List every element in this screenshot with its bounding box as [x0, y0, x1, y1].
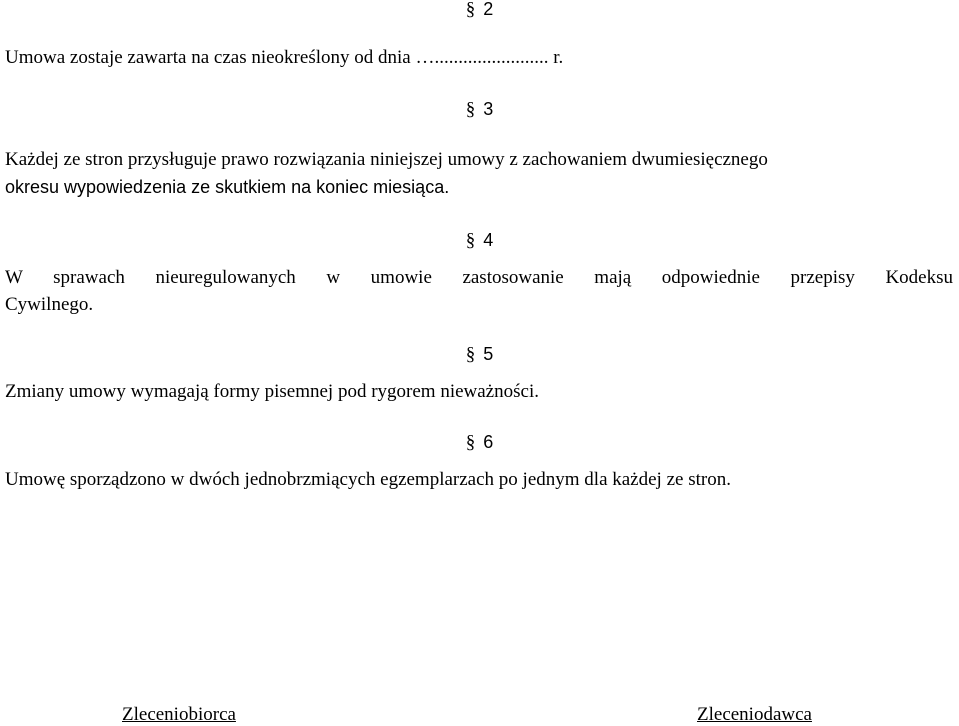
- section-3-text-line-2: okresu wypowiedzenia ze skutkiem na koniec miesiąca.: [5, 177, 450, 197]
- section-number: 6: [483, 432, 494, 452]
- section-number: 5: [483, 344, 494, 364]
- section-3-text-line-1: Każdej ze stron przysługuje prawo rozwiązania niniejszej umowy z zachowaniem dwumiesięcznego: [5, 149, 768, 170]
- signature-contractor: Zleceniobiorca: [122, 704, 236, 725]
- section-heading-4: [0, 229, 959, 252]
- section-heading-6: [0, 431, 959, 454]
- section-2-text: Umowa zostaje zawarta na czas nieokreślony od dnia …........................ r.: [5, 47, 564, 68]
- section-number: 4: [483, 230, 494, 250]
- section-5-text: Zmiany umowy wymagają formy pisemnej pod rygorem nieważności.: [5, 381, 539, 402]
- section-4-text-line-2: Cywilnego.: [5, 294, 94, 315]
- section-symbol: §: [465, 432, 476, 453]
- section-4-text-line-1: W sprawach nieuregulowanych w umowie zastosowanie mają odpowiednie przepisy Kodeksu: [5, 267, 953, 288]
- section-6-text: Umowę sporządzono w dwóch jednobrzmiących egzemplarzach po jednym dla każdej ze stron.: [5, 469, 731, 490]
- section-symbol: §: [465, 0, 476, 20]
- section-heading-5: [0, 343, 959, 366]
- signature-client: Zleceniodawca: [697, 704, 812, 725]
- section-symbol: §: [465, 344, 476, 365]
- section-number: 2: [483, 0, 494, 19]
- section-symbol: §: [465, 99, 476, 120]
- section-heading-2: [0, 0, 959, 21]
- section-number: 3: [483, 99, 494, 119]
- section-symbol: §: [465, 230, 476, 251]
- section-heading-3: [0, 98, 959, 121]
